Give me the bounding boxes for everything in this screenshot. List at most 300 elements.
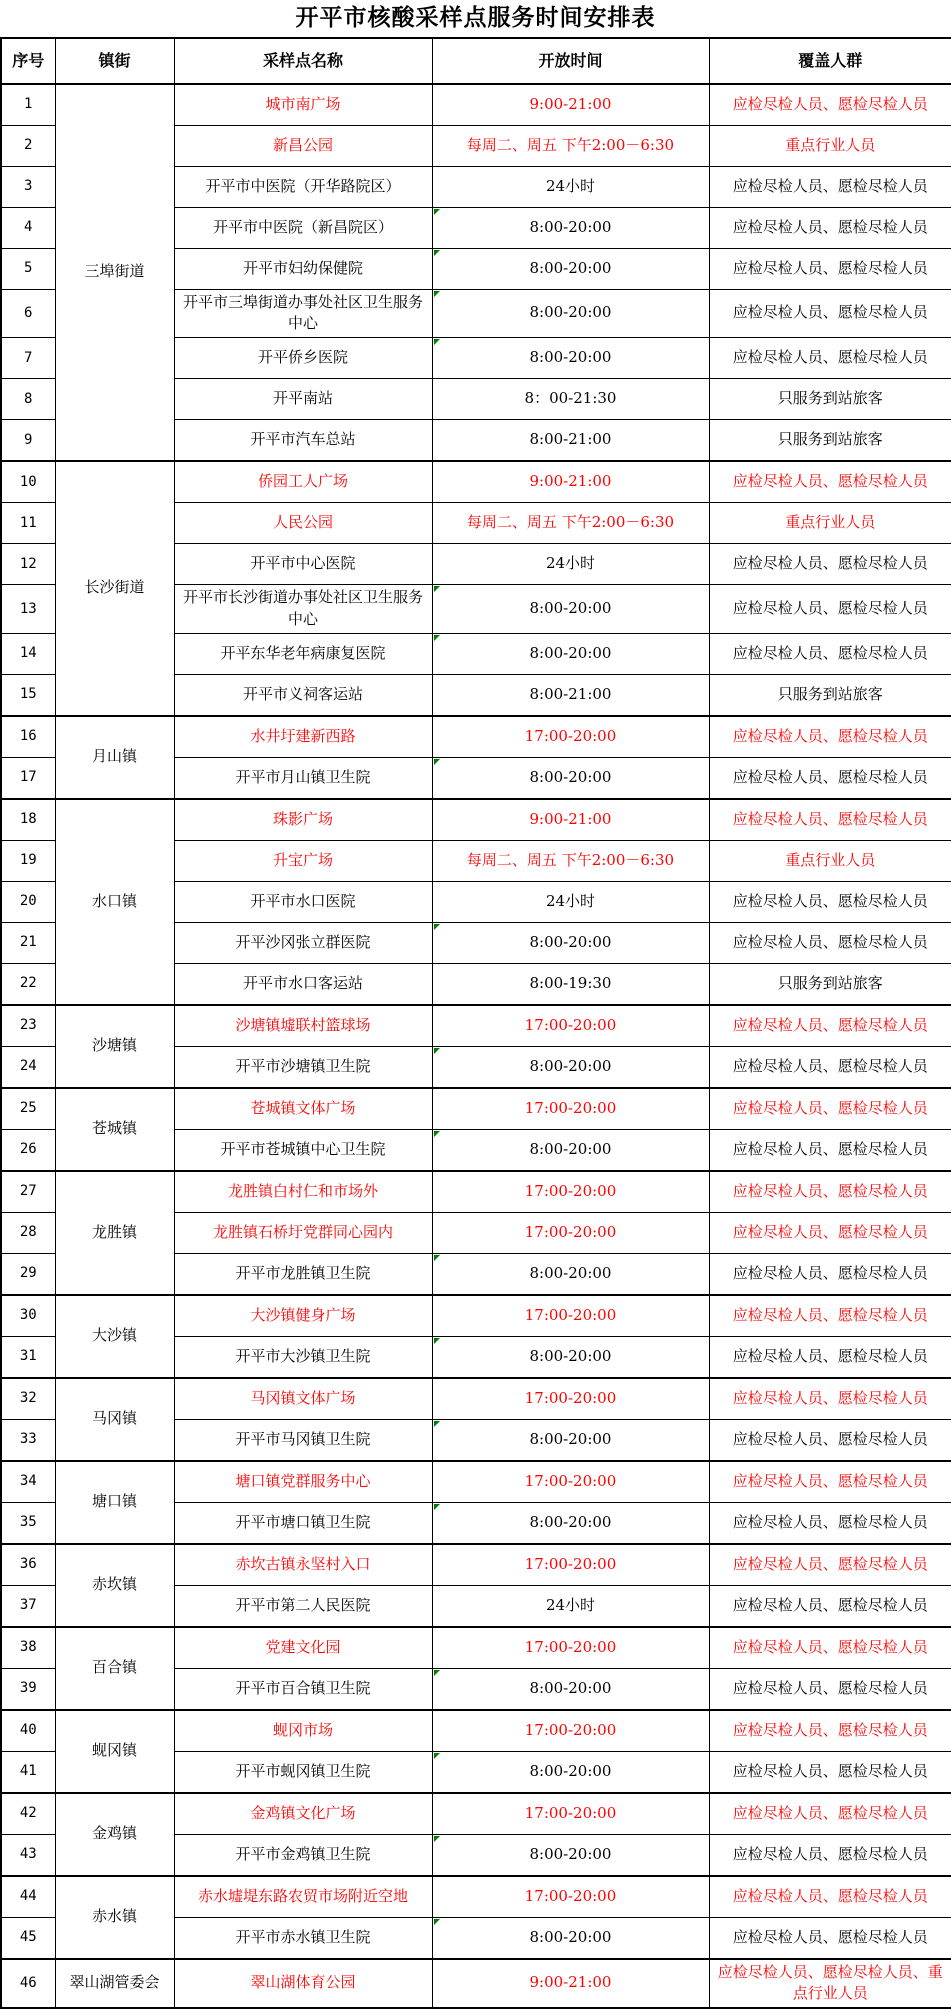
town-cell-text: 大沙镇 (91, 1326, 137, 1345)
site-name-cell-text: 开平市长沙街道办事处社区卫生服务中心 (182, 588, 423, 628)
coverage-cell (709, 207, 951, 248)
row-number-cell-text: 22 (19, 975, 37, 992)
table-body (1, 84, 951, 2009)
town-cell-text: 马冈镇 (91, 1409, 137, 1428)
row-number-cell-text: 4 (24, 219, 33, 236)
coverage-cell (709, 963, 951, 1005)
coverage-cell (709, 1959, 951, 2009)
coverage-cell-text: 应检尽检人员、愿检尽检人员 (732, 94, 928, 113)
row-number-cell (1, 1751, 55, 1793)
column-header-no: 序号 (1, 38, 55, 84)
open-time-cell-text: 24小时 (545, 176, 596, 195)
row-number-cell (1, 1544, 55, 1586)
site-name-cell-text: 金鸡镇文化广场 (250, 1803, 356, 1822)
coverage-cell-text: 应检尽检人员、愿检尽检人员 (732, 643, 928, 662)
column-header-town: 镇街 (55, 38, 174, 84)
open-time-cell (432, 1419, 709, 1461)
coverage-cell (709, 1336, 951, 1378)
site-name-cell (174, 1419, 432, 1461)
site-name-cell-text: 水井圩建新西路 (250, 726, 356, 745)
town-cell-text: 沙塘镇 (91, 1036, 137, 1055)
row-number-cell (1, 1253, 55, 1295)
coverage-cell (709, 1378, 951, 1420)
row-number-cell (1, 963, 55, 1005)
row-number-cell-text: 12 (19, 555, 37, 572)
open-time-cell-text: 8:00-19:30 (529, 973, 612, 992)
row-number-cell-text: 13 (19, 600, 37, 617)
table-row (1, 1627, 951, 1669)
open-time-cell-text: 17:00-20:00 (524, 1388, 617, 1407)
town-cell-text: 水口镇 (91, 891, 137, 910)
cell-flag-triangle-icon (434, 1753, 440, 1759)
town-cell-text: 长沙街道 (84, 578, 145, 597)
site-name-cell (174, 84, 432, 126)
open-time-cell-text: 8:00-21:00 (529, 684, 612, 703)
coverage-cell-text: 重点行业人员 (785, 135, 876, 154)
site-name-cell (174, 922, 432, 963)
cell-flag-triangle-icon (434, 1255, 440, 1261)
row-number-cell-text: 15 (19, 686, 37, 703)
open-time-cell (432, 1544, 709, 1586)
row-number-cell-text: 21 (19, 934, 37, 951)
column-header-coverage: 覆盖人群 (709, 38, 951, 84)
row-number-cell-text: 23 (19, 1017, 37, 1034)
row-number-cell (1, 1502, 55, 1544)
row-number-cell-text: 32 (19, 1390, 37, 1407)
coverage-cell (709, 544, 951, 585)
open-time-cell (432, 1129, 709, 1171)
town-cell (55, 1544, 174, 1627)
open-time-cell (432, 1378, 709, 1420)
town-cell-text: 龙胜镇 (91, 1222, 137, 1241)
row-number-cell (1, 1419, 55, 1461)
open-time-cell (432, 1834, 709, 1876)
site-name-cell-text: 侨园工人广场 (257, 472, 348, 491)
row-number-cell-text: 38 (19, 1639, 37, 1656)
site-name-cell-text: 马冈镇文体广场 (250, 1388, 356, 1407)
site-name-cell (174, 166, 432, 207)
cell-flag-triangle-icon (434, 1131, 440, 1137)
open-time-cell-text: 8:00-20:00 (529, 348, 612, 367)
row-number-cell-text: 20 (19, 893, 37, 910)
row-number-cell-text: 17 (19, 769, 37, 786)
open-time-cell-text: 9:00-21:00 (529, 94, 612, 113)
site-name-cell (174, 125, 432, 166)
site-name-cell (174, 1336, 432, 1378)
site-name-cell (174, 1793, 432, 1835)
open-time-cell-text: 8:00-20:00 (529, 1678, 612, 1697)
row-number-cell-text: 36 (19, 1556, 37, 1573)
coverage-cell-text: 应检尽检人员、愿检尽检人员 (732, 1595, 928, 1614)
coverage-cell (709, 503, 951, 544)
coverage-cell (709, 1544, 951, 1586)
row-number-cell (1, 1668, 55, 1710)
site-name-cell (174, 840, 432, 881)
row-number-cell (1, 1461, 55, 1503)
site-name-cell (174, 503, 432, 544)
open-time-cell-text: 8:00-20:00 (529, 217, 612, 236)
row-number-cell (1, 585, 55, 634)
open-time-cell-text: 8:00-20:00 (529, 1429, 612, 1448)
row-number-cell (1, 1212, 55, 1253)
coverage-cell-text: 应检尽检人员、愿检尽检人员 (732, 1471, 928, 1490)
row-number-cell (1, 544, 55, 585)
table-row (1, 1295, 951, 1337)
town-cell-text: 翠山湖管委会 (69, 1973, 160, 1992)
open-time-cell (432, 716, 709, 758)
open-time-cell-text: 8:00-20:00 (529, 932, 612, 951)
coverage-cell (709, 799, 951, 841)
cell-flag-triangle-icon (434, 1919, 440, 1925)
coverage-cell (709, 84, 951, 126)
site-name-cell (174, 461, 432, 503)
coverage-cell (709, 338, 951, 379)
site-name-cell (174, 1253, 432, 1295)
row-number-cell-text: 3 (24, 178, 33, 195)
coverage-cell-text: 应检尽检人员、愿检尽检人员 (732, 1222, 928, 1241)
row-number-cell (1, 757, 55, 799)
coverage-cell (709, 585, 951, 634)
coverage-cell (709, 1502, 951, 1544)
open-time-cell (432, 379, 709, 420)
open-time-cell-text: 8:00-20:00 (529, 1844, 612, 1863)
coverage-cell-text: 应检尽检人员、愿检尽检人员 (732, 1263, 928, 1282)
open-time-cell-text: 17:00-20:00 (524, 726, 617, 745)
row-number-cell-text: 26 (19, 1141, 37, 1158)
row-number-cell (1, 1336, 55, 1378)
open-time-cell (432, 207, 709, 248)
coverage-cell-text: 应检尽检人员、愿检尽检人员 (732, 1720, 928, 1739)
open-time-cell (432, 1751, 709, 1793)
row-number-cell-text: 28 (19, 1224, 37, 1241)
table-row (1, 1005, 951, 1047)
coverage-cell (709, 716, 951, 758)
open-time-cell-text: 17:00-20:00 (524, 1471, 617, 1490)
open-time-cell (432, 84, 709, 126)
coverage-cell (709, 289, 951, 338)
sampling-points-table (0, 37, 951, 2009)
site-name-cell-text: 开平东华老年病康复医院 (220, 643, 386, 662)
town-cell (55, 1088, 174, 1171)
coverage-cell-text: 重点行业人员 (785, 513, 876, 532)
coverage-cell (709, 1751, 951, 1793)
site-name-cell (174, 248, 432, 289)
open-time-cell (432, 922, 709, 963)
town-cell-text: 苍城镇 (91, 1119, 137, 1138)
coverage-cell (709, 1917, 951, 1959)
cell-flag-triangle-icon (434, 1338, 440, 1344)
row-number-cell-text: 19 (19, 852, 37, 869)
row-number-cell-text: 5 (24, 260, 33, 277)
row-number-cell (1, 503, 55, 544)
open-time-cell-text: 8:00-20:00 (529, 1056, 612, 1075)
row-number-cell (1, 1876, 55, 1918)
coverage-cell-text: 应检尽检人员、愿检尽检人员 (732, 767, 928, 786)
open-time-cell (432, 1171, 709, 1213)
open-time-cell (432, 1876, 709, 1918)
town-cell (55, 1627, 174, 1710)
row-number-cell (1, 799, 55, 841)
table-row (1, 84, 951, 126)
coverage-cell (709, 420, 951, 462)
town-cell (55, 1959, 174, 2009)
coverage-cell (709, 1005, 951, 1047)
site-name-cell (174, 1544, 432, 1586)
coverage-cell-text: 只服务到站旅客 (777, 973, 883, 992)
site-name-cell (174, 799, 432, 841)
open-time-cell-text: 17:00-20:00 (524, 1886, 617, 1905)
site-name-cell-text: 新昌公园 (272, 135, 333, 154)
site-name-cell-text: 珠影广场 (272, 809, 333, 828)
coverage-cell (709, 248, 951, 289)
open-time-cell-text: 每周二、周五 下午2:00－6:30 (466, 513, 675, 532)
row-number-cell (1, 420, 55, 462)
open-time-cell-text: 8:00-20:00 (529, 1263, 612, 1282)
open-time-cell-text: 8：00-21:30 (524, 389, 617, 408)
table-row (1, 1461, 951, 1503)
row-number-cell-text: 1 (24, 96, 33, 113)
coverage-cell-text: 应检尽检人员、愿检尽检人员 (732, 1388, 928, 1407)
coverage-cell-text: 应检尽检人员、愿检尽检人员 (732, 1927, 928, 1946)
open-time-cell-text: 17:00-20:00 (524, 1015, 617, 1034)
site-name-cell (174, 1212, 432, 1253)
site-name-cell (174, 585, 432, 634)
cell-flag-triangle-icon (434, 635, 440, 641)
town-cell (55, 1171, 174, 1295)
coverage-cell-text: 应检尽检人员、愿检尽检人员 (732, 1637, 928, 1656)
row-number-cell-text: 40 (19, 1722, 37, 1739)
coverage-cell-text: 只服务到站旅客 (777, 684, 883, 703)
row-number-cell-text: 35 (19, 1514, 37, 1531)
coverage-cell (709, 1212, 951, 1253)
coverage-cell-text: 应检尽检人员、愿检尽检人员 (732, 932, 928, 951)
town-cell-text: 赤水镇 (91, 1907, 137, 1926)
coverage-cell-text: 应检尽检人员、愿检尽检人员 (732, 176, 928, 195)
town-cell-text: 三埠街道 (84, 262, 145, 281)
coverage-cell (709, 166, 951, 207)
open-time-cell (432, 963, 709, 1005)
site-name-cell (174, 1378, 432, 1420)
town-cell-text: 月山镇 (91, 747, 137, 766)
table-header-row (1, 38, 951, 84)
row-number-cell (1, 1005, 55, 1047)
open-time-cell (432, 840, 709, 881)
coverage-cell (709, 840, 951, 881)
coverage-cell (709, 1585, 951, 1627)
open-time-cell-text: 17:00-20:00 (524, 1181, 617, 1200)
site-name-cell-text: 沙塘镇墟联村篮球场 (235, 1015, 371, 1034)
open-time-cell-text: 17:00-20:00 (524, 1637, 617, 1656)
row-number-cell-text: 41 (19, 1763, 37, 1780)
coverage-cell-text: 应检尽检人员、愿检尽检人员 (732, 1803, 928, 1822)
open-time-cell-text: 8:00-20:00 (529, 598, 612, 617)
row-number-cell-text: 44 (19, 1888, 37, 1905)
row-number-cell (1, 674, 55, 716)
open-time-cell-text: 8:00-20:00 (529, 1346, 612, 1365)
site-name-cell (174, 1917, 432, 1959)
site-name-cell (174, 633, 432, 674)
site-name-cell-text: 开平市金鸡镇卫生院 (235, 1844, 371, 1863)
site-name-cell-text: 开平市妇幼保健院 (242, 258, 363, 277)
coverage-cell (709, 1876, 951, 1918)
row-number-cell-text: 6 (24, 305, 33, 322)
town-cell-text: 蚬冈镇 (91, 1741, 137, 1760)
row-number-cell (1, 1295, 55, 1337)
open-time-cell-text: 9:00-21:00 (529, 809, 612, 828)
row-number-cell-text: 43 (19, 1846, 37, 1863)
row-number-cell (1, 84, 55, 126)
row-number-cell (1, 1585, 55, 1627)
coverage-cell-text: 只服务到站旅客 (777, 430, 883, 449)
open-time-cell (432, 1046, 709, 1088)
row-number-cell-text: 7 (24, 349, 33, 366)
site-name-cell-text: 开平市义祠客运站 (242, 684, 363, 703)
open-time-cell (432, 1502, 709, 1544)
coverage-cell-text: 应检尽检人员、愿检尽检人员 (732, 1761, 928, 1780)
coverage-cell (709, 1129, 951, 1171)
open-time-cell (432, 1585, 709, 1627)
row-number-cell (1, 881, 55, 922)
coverage-cell (709, 1668, 951, 1710)
coverage-cell-text: 应检尽检人员、愿检尽检人员 (732, 1512, 928, 1531)
row-number-cell (1, 840, 55, 881)
row-number-cell-text: 25 (19, 1100, 37, 1117)
open-time-cell-text: 24小时 (545, 891, 596, 910)
open-time-cell-text: 8:00-20:00 (529, 258, 612, 277)
site-name-cell-text: 升宝广场 (272, 850, 333, 869)
table-row (1, 1793, 951, 1835)
row-number-cell-text: 31 (19, 1348, 37, 1365)
town-cell (55, 1710, 174, 1793)
row-number-cell-text: 34 (19, 1473, 37, 1490)
open-time-cell (432, 1088, 709, 1130)
row-number-cell-text: 2 (24, 137, 33, 154)
site-name-cell (174, 674, 432, 716)
row-number-cell-text: 45 (19, 1929, 37, 1946)
open-time-cell-text: 8:00-20:00 (529, 1761, 612, 1780)
open-time-cell (432, 1710, 709, 1752)
coverage-cell-text: 应检尽检人员、愿检尽检人员 (732, 1844, 928, 1863)
row-number-cell-text: 39 (19, 1680, 37, 1697)
site-name-cell-text: 翠山湖体育公园 (250, 1973, 356, 1992)
open-time-cell (432, 585, 709, 634)
coverage-cell (709, 881, 951, 922)
row-number-cell-text: 16 (19, 728, 37, 745)
site-name-cell-text: 开平市月山镇卫生院 (235, 767, 371, 786)
site-name-cell (174, 1005, 432, 1047)
row-number-cell-text: 33 (19, 1431, 37, 1448)
town-cell (55, 1461, 174, 1544)
row-number-cell (1, 1793, 55, 1835)
site-name-cell (174, 420, 432, 462)
town-cell (55, 1876, 174, 1959)
coverage-cell (709, 757, 951, 799)
site-name-cell-text: 赤水墟堤东路农贸市场附近空地 (197, 1886, 408, 1905)
table-row (1, 1088, 951, 1130)
open-time-cell-text: 8:00-20:00 (529, 767, 612, 786)
site-name-cell-text: 大沙镇健身广场 (250, 1305, 356, 1324)
row-number-cell (1, 922, 55, 963)
row-number-cell (1, 1378, 55, 1420)
open-time-cell-text: 17:00-20:00 (524, 1720, 617, 1739)
site-name-cell-text: 开平市中心医院 (250, 554, 356, 573)
row-number-cell (1, 1129, 55, 1171)
open-time-cell (432, 799, 709, 841)
open-time-cell-text: 17:00-20:00 (524, 1222, 617, 1241)
coverage-cell (709, 461, 951, 503)
open-time-cell-text: 17:00-20:00 (524, 1554, 617, 1573)
site-name-cell (174, 757, 432, 799)
site-name-cell-text: 开平市三埠街道办事处社区卫生服务中心 (182, 292, 423, 333)
row-number-cell (1, 1710, 55, 1752)
open-time-cell (432, 248, 709, 289)
row-number-cell (1, 633, 55, 674)
coverage-cell (709, 1088, 951, 1130)
table-row (1, 799, 951, 841)
site-name-cell (174, 1046, 432, 1088)
site-name-cell (174, 207, 432, 248)
cell-flag-triangle-icon (434, 1836, 440, 1842)
open-time-cell-text: 每周二、周五 下午2:00－6:30 (466, 135, 675, 154)
table-row (1, 461, 951, 503)
site-name-cell (174, 1668, 432, 1710)
row-number-cell-text: 42 (19, 1805, 37, 1822)
row-number-cell (1, 1627, 55, 1669)
site-name-cell-text: 开平沙冈张立群医院 (235, 932, 371, 951)
coverage-cell (709, 1046, 951, 1088)
row-number-cell-text: 37 (19, 1597, 37, 1614)
site-name-cell-text: 党建文化园 (265, 1637, 341, 1656)
column-header-open-time: 开放时间 (432, 38, 709, 84)
coverage-cell-text: 应检尽检人员、愿检尽检人员 (732, 217, 928, 236)
town-cell-text: 塘口镇 (91, 1492, 137, 1511)
town-cell-text: 赤坎镇 (91, 1575, 137, 1594)
site-name-cell-text: 龙胜镇白村仁和市场外 (227, 1181, 378, 1200)
coverage-cell (709, 1461, 951, 1503)
site-name-cell (174, 1171, 432, 1213)
cell-flag-triangle-icon (434, 924, 440, 930)
site-name-cell (174, 289, 432, 338)
coverage-cell (709, 922, 951, 963)
site-name-cell (174, 1627, 432, 1669)
open-time-cell-text: 17:00-20:00 (524, 1098, 617, 1117)
coverage-cell (709, 1295, 951, 1337)
coverage-cell (709, 1710, 951, 1752)
site-name-cell-text: 蚬冈市场 (272, 1720, 333, 1739)
open-time-cell (432, 1295, 709, 1337)
row-number-cell (1, 338, 55, 379)
open-time-cell-text: 每周二、周五 下午2:00－6:30 (466, 850, 675, 869)
cell-flag-triangle-icon (434, 250, 440, 256)
open-time-cell (432, 1668, 709, 1710)
open-time-cell (432, 1212, 709, 1253)
cell-flag-triangle-icon (434, 291, 440, 297)
coverage-cell-text: 重点行业人员 (785, 850, 876, 869)
row-number-cell-text: 30 (19, 1307, 37, 1324)
open-time-cell-text: 9:00-21:00 (529, 1973, 612, 1992)
site-name-cell (174, 716, 432, 758)
site-name-cell (174, 1129, 432, 1171)
row-number-cell (1, 1046, 55, 1088)
coverage-cell-text: 应检尽检人员、愿检尽检人员 (732, 726, 928, 745)
row-number-cell (1, 1171, 55, 1213)
coverage-cell-text: 应检尽检人员、愿检尽检人员 (732, 598, 928, 617)
open-time-cell-text: 24小时 (545, 1595, 596, 1614)
cell-flag-triangle-icon (434, 586, 440, 592)
site-name-cell-text: 龙胜镇石桥圩党群同心园内 (212, 1222, 393, 1241)
town-cell (55, 1378, 174, 1461)
town-cell (55, 799, 174, 1005)
